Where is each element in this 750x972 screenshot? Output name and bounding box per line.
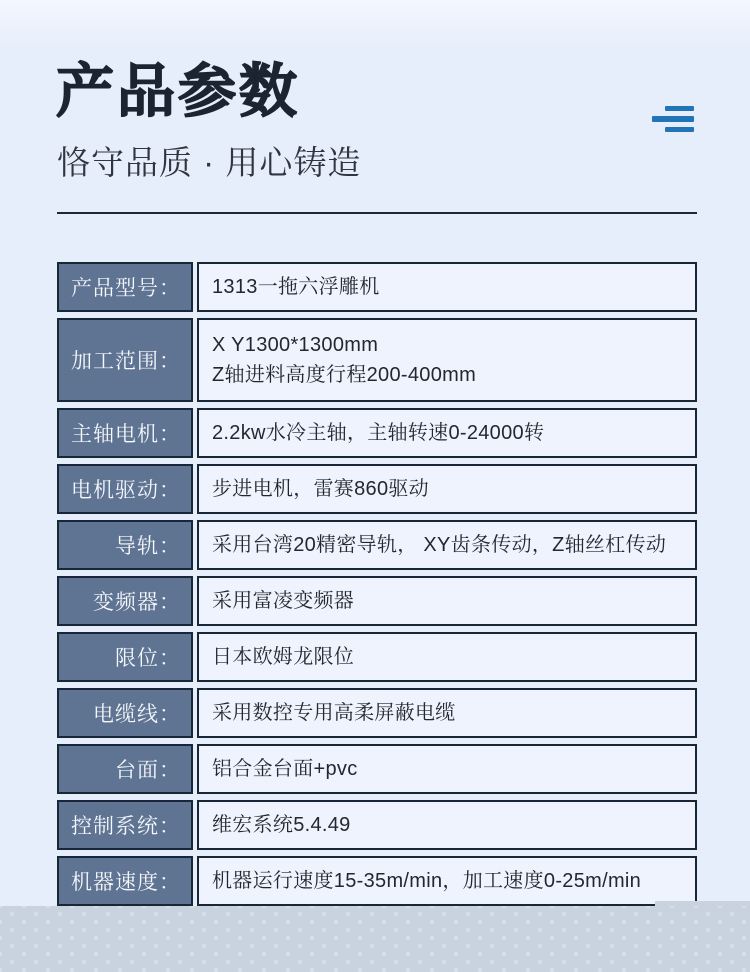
- spec-row-spindle-motor: [57, 408, 697, 458]
- menu-line-top: [665, 106, 694, 111]
- spec-value-line: 维宏系统5.4.49: [212, 814, 351, 836]
- spec-value: [197, 576, 697, 626]
- spec-value: [197, 744, 697, 794]
- spec-label: 产品型号：: [57, 262, 193, 312]
- spec-row-model: [57, 262, 697, 312]
- spec-label: 主轴电机：: [57, 408, 193, 458]
- spec-value-line: Z轴进料高度行程200-400mm: [212, 364, 477, 386]
- spec-row-inverter: [57, 576, 697, 626]
- spec-label: 导轨：: [57, 520, 193, 570]
- spec-value: [197, 464, 697, 514]
- spec-value-line: 铝合金台面+pvc: [212, 758, 358, 780]
- menu-line-middle: [652, 116, 694, 122]
- title-divider-line: [57, 212, 697, 214]
- spec-value: [197, 520, 697, 570]
- spec-value: [197, 688, 697, 738]
- spec-value: [197, 856, 697, 906]
- spec-label: 限位：: [57, 632, 193, 682]
- page-title: 产品参数: [56, 59, 301, 124]
- spec-label: 电缆线：: [57, 688, 193, 738]
- spec-value-line: 机器运行速度15-35m/min，加工速度0-25m/min: [212, 870, 642, 892]
- spec-value-line: 步进电机，雷赛860驱动: [212, 478, 429, 500]
- page-subtitle: 恪守品质 · 用心铸造: [57, 144, 362, 181]
- spec-row-control-system: [57, 800, 697, 850]
- menu-line-bottom: [665, 127, 694, 132]
- spec-value: [197, 318, 697, 402]
- spec-value-line: X Y1300*1300mm: [212, 334, 379, 356]
- spec-row-cable: [57, 688, 697, 738]
- decorative-hamburger-lines-icon: [652, 106, 694, 132]
- spec-value-line: 采用台湾20精密导轨， XY齿条传动，Z轴丝杠传动: [212, 534, 667, 556]
- spec-value-line: 日本欧姆龙限位: [212, 646, 355, 668]
- spec-value: [197, 408, 697, 458]
- spec-value: [197, 262, 697, 312]
- spec-table: [57, 262, 697, 906]
- spec-row-tabletop: [57, 744, 697, 794]
- spec-value: [197, 632, 697, 682]
- spec-value-line: 采用富凌变频器: [212, 590, 355, 612]
- spec-row-motor-drive: [57, 464, 697, 514]
- spec-row-machine-speed: [57, 856, 697, 906]
- spec-label: 台面：: [57, 744, 193, 794]
- spec-row-working-area: [57, 318, 697, 402]
- spec-label: 加工范围：: [57, 318, 193, 402]
- spec-label: 控制系统：: [57, 800, 193, 850]
- spec-label: 变频器：: [57, 576, 193, 626]
- spec-value: [197, 800, 697, 850]
- spec-label: 机器速度：: [57, 856, 193, 906]
- spec-value-line: 2.2kw水冷主轴，主轴转速0-24000转: [212, 422, 545, 444]
- footer-texture-band: [0, 906, 750, 972]
- spec-label: 电机驱动：: [57, 464, 193, 514]
- spec-value-line: 1313一拖六浮雕机: [212, 276, 380, 298]
- spec-row-limit-switch: [57, 632, 697, 682]
- spec-value-line: 采用数控专用高柔屏蔽电缆: [212, 702, 456, 724]
- spec-row-guide-rail: [57, 520, 697, 570]
